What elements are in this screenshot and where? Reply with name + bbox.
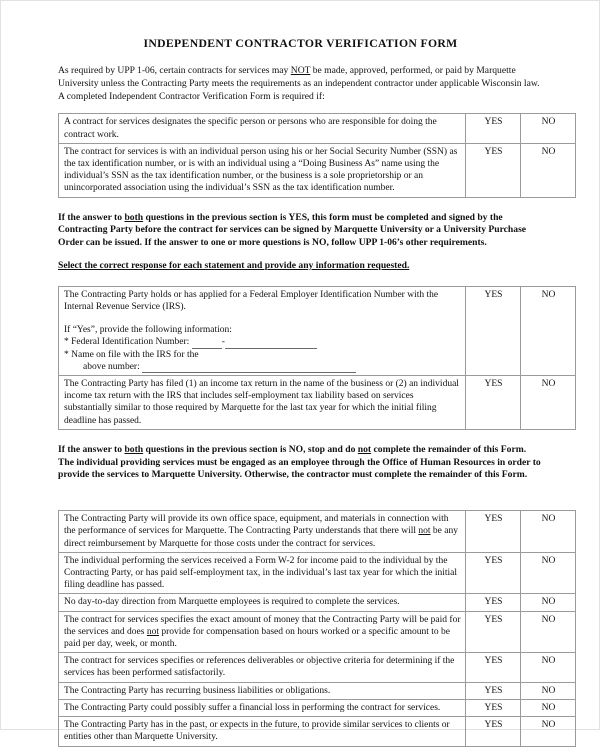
no-option[interactable]: NO [521,114,576,143]
intro-paragraph [58,65,543,103]
table-row [59,552,576,594]
intro-emphasis-not: NOT [290,65,311,77]
yes-option[interactable]: YES [466,286,521,375]
irs-name-field-row [64,361,461,373]
no-option[interactable]: NO [521,611,576,653]
yes-option[interactable]: YES [466,552,521,594]
row-emphasis: not [418,526,431,537]
no-option[interactable]: NO [521,511,576,553]
table-row [59,143,576,197]
table-row [59,594,576,611]
row-text-part1: The Contracting Party could possibly suffer a financial loss in performing the contract for services. [64,702,441,713]
no-option[interactable]: NO [521,682,576,699]
statement-cell [59,699,466,716]
statement-cell [59,511,466,553]
yes-option[interactable]: YES [466,717,521,746]
row-text-part1: The individual performing the services received a Form W-2 for income paid to the individual by the Contracting Party, or has paid self-employment tax, in the individual’s last tax year for which the initial filing deadline has passed. [64,555,458,591]
note2-part2: questions in the previous section is NO, stop and do [143,443,358,455]
no-option[interactable]: NO [521,286,576,375]
yes-option[interactable]: YES [466,376,521,430]
yes-option[interactable]: YES [466,611,521,653]
no-option[interactable]: NO [521,143,576,197]
row-text-part1: The contract for services specifies the exact amount of money that the Contracting Party will be paid for the services and does [64,614,461,637]
table-row [59,611,576,653]
spacer [58,430,543,444]
spacer [58,492,543,510]
note1-emphasis-both: both [124,211,144,223]
table-row [59,699,576,716]
section2-table [58,286,576,430]
irs-name-label-cont: above number: [83,361,140,372]
table-row [59,717,576,746]
no-option[interactable]: NO [521,552,576,594]
section2-row1-statement: The Contracting Party holds or has applied for a Federal Employer Identification Number with the Internal Revenue Service (IRS). [64,289,439,313]
note-after-section2 [58,444,543,482]
statement-cell: The contract for services is with an individual person using his or her Social Security Number (SSN) as the tax identification number, or is with an individual using a “Doing Business As” name using the individual’s SSN as the tax identification number, or the business is a sole proprietorship or an unincorporated association using the individual’s SSN as the tax identification number. [59,143,466,197]
statement-cell [59,552,466,594]
section1-table [58,113,576,197]
note-after-section1 [58,212,543,250]
row-text-part1: The Contracting Party will provide its own office space, equipment, and materials in connection with the performance of services for Marquette. The Contracting Party understands that there will [64,514,449,537]
yes-option[interactable]: YES [466,594,521,611]
instruction-line [58,260,543,273]
no-option[interactable]: NO [521,699,576,716]
federal-id-separator: - [221,337,225,348]
table-row [59,286,576,375]
irs-name-input[interactable] [142,364,356,373]
note1-part2: questions in the previous section is YES, this form must be completed and signed by the Contracting Party before the contract for services can be signed by Marquette University or a University Purchase Order can be issued. If the answer to one or more questions is NO, follow UPP 1-06’s other requirements. [58,211,527,249]
row-text-part1: The Contracting Party has in the past, or expects in the future, to provide similar services to clients or entities other than Marquette University. [64,720,450,743]
note2-part3: complete the remainder of this Form. The individual providing services must be engaged as an employee through the Office of Human Resources in order to provide the services to Marquette University. Otherwise, the contractor must complete the remainder of this Form. [58,443,541,481]
yes-option[interactable]: YES [466,143,521,197]
note2-emphasis-not: not [357,443,372,455]
yes-option[interactable]: YES [466,114,521,143]
statement-cell: A contract for services designates the specific person or persons who are responsible for doing the contract work. [59,114,466,143]
no-option[interactable]: NO [521,376,576,430]
statement-cell [59,611,466,653]
note2-emphasis-both: both [124,443,144,455]
no-option[interactable]: NO [521,653,576,682]
federal-id-prefix-input[interactable] [192,340,222,349]
table-row [59,511,576,553]
no-option[interactable]: NO [521,594,576,611]
statement-cell: The Contracting Party has filed (1) an income tax return in the name of the business or (2) an individual income tax return with the IRS that includes self-employment tax liability based on services substantially similar to those required by Marquette for the last tax year for which the initial filing deadline has passed. [59,376,466,430]
row-emphasis: not [146,626,159,637]
row-text-part1: The contract for services specifies or references deliverables or objective criteria for determining if the services has been performed satisfactorily. [64,656,455,679]
note2-part1: If the answer to [58,443,125,455]
spacer [58,198,543,212]
yes-option[interactable]: YES [466,682,521,699]
row-text-part1: The Contracting Party has recurring business liabilities or obligations. [64,685,331,696]
section3-table [58,510,576,746]
yes-option[interactable]: YES [466,653,521,682]
statement-cell [59,682,466,699]
federal-id-field-row [64,336,461,348]
note1-part1: If the answer to [58,211,125,223]
row-text-part2: provide for compensation based on hours worked or a specific amount to be paid per day, week, or month. [64,626,450,650]
statement-cell [59,286,466,375]
federal-id-suffix-input[interactable] [225,340,317,349]
row-text-part1: No day-to-day direction from Marquette employees is required to complete the services. [64,597,400,608]
table-row [59,682,576,699]
intro-text-part2: be made, approved, performed, or paid by Marquette University unless the Contracting Party meets the requirements as an independent contractor under applicable Wisconsin law. A completed Independent Contractor Verification Form is required if: [58,65,540,102]
intro-text-part1: As required by UPP 1-06, certain contracts for services may [58,65,291,77]
yes-option[interactable]: YES [466,511,521,553]
statement-cell [59,717,466,746]
yes-option[interactable]: YES [466,699,521,716]
table-row [59,653,576,682]
federal-id-label: * Federal Identification Number: [64,337,190,348]
irs-name-label-row: * Name on file with the IRS for the [64,349,199,360]
table-row [59,376,576,430]
statement-cell [59,653,466,682]
row-text-part2: be any direct reimbursement by Marquette for those costs under the contract for services. [64,526,458,549]
page-title: INDEPENDENT CONTRACTOR VERIFICATION FORM [143,37,458,50]
no-option[interactable]: NO [521,717,576,746]
instruction-text: Select the correct response for each statement and provide any information requested. [58,260,410,272]
statement-cell [59,594,466,611]
sub-intro-text: If “Yes”, provide the following information: [64,325,232,336]
table-row [59,114,576,143]
conditional-fields-block [64,324,461,373]
